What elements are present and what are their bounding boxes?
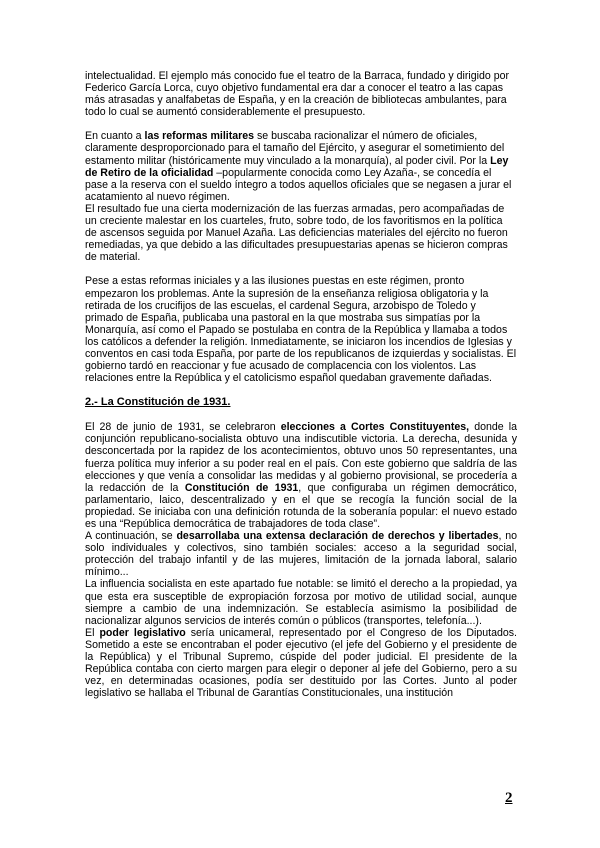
paragraph-legislative-power: El poder legislativo sería unicameral, representado por el Congreso de los Diputados. Sometido a este se encontraban el poder ejecutivo (el jefe del Gobierno y el presidente de la República) y el Tribunal Supremo, cúspide del poder judicial. El presidente de la República contaba con cierto margen para elegir o deponer al jefe del Gobierno, pero a su vez, en determinadas ocasiones, podía ser destituido por las Cortes. Junto al poder legislativo se hallaba el Tribunal de Garantías Constitucionales, una institución <box>85 626 517 700</box>
paragraph-socialist-influence: La influencia socialista en este apartado fue notable: se limitó el derecho a la propiedad, ya que esta era susceptible de expropiación forzosa por motivo de utilidad social, aunque siempre a cambio de una indemnización. Se establecía asimismo la posibilidad de nacionalizar algunos servicios de interés común o públicos (transportes, telefonía...). <box>85 578 517 627</box>
paragraph-cultural-reforms: intelectualidad. El ejemplo más conocido fue el teatro de la Barraca, fundado y dirigido por Federico García Lorca, cuyo objetivo fundamental era dar a conocer el teatro a las capas más atrasadas y analfabetas de España, y en la creación de bibliotecas ambulantes, para todo lo cual se aumentó considerablemente el presupuesto. <box>85 70 510 119</box>
section-heading: 2.- La Constitución de 1931. <box>85 396 231 409</box>
paragraph-military-reforms: En cuanto a las reformas militares se buscaba racionalizar el número de oficiales, claramente desproporcionado para el tamaño del Ejército, y asegurar el sometimiento del estamento militar (históricamente muy vinculado a la monarquía), al poder civil. Por la Ley de Retiro de la oficialidad –popularmente conocida como Ley Azaña-, se concedía el pase a la reserva con el sueldo íntegro a todos aquellos oficiales que se negasen a jurar el acatamiento al nuevo régimen. <box>85 130 512 203</box>
paragraph-religious-problems: Pese a estas reformas iniciales y a las ilusiones puestas en este régimen, pronto empezaron los problemas. Ante la supresión de la enseñanza religiosa obligatoria y la retirada de los crucifijos de las escuelas, el cardenal Segura, arzobispo de Toledo y primado de España, publicaba una pastoral en la que mostraba sus simpatías por la Monarquía, así como el Papado se postulaba en contra de la República y llamaba a todos los católicos a defender la religión. Inmediatamente, se iniciaron los incendios de Iglesias y conventos en casi toda España, por parte de los republicanos de izquierdas y socialistas. El gobierno tardó en reaccionar y fue acusado de complacencia con los violentos. Las relaciones entre la República y el catolicismo español quedaban gravemente dañadas. <box>85 275 517 385</box>
paragraph-rights: A continuación, se desarrollaba una extensa declaración de derechos y libertades, no solo individuales y colectivos, sino también sociales: acceso a la seguridad social, protección del trabajo infantil y de las mujeres, limitación de la jornada laboral, salario mínimo... <box>85 530 518 579</box>
document-page <box>85 70 517 699</box>
page-number: 2 <box>505 790 513 806</box>
paragraph-elections: El 28 de junio de 1931, se celebraron elecciones a Cortes Constituyentes, donde la conjunción republicano-socialista obtuvo una indiscutible victoria. La derecha, desunida y desconcertada por la rapidez de los acontecimientos, obtuvo unos 50 representantes, una fuerza política muy inferior a su poder real en el país. Con este gobierno que saldría de las elecciones y que venía a consolidar las medidas y al gobierno provisional, se procedería a la redacción de la Constitución de 1931, que configuraba un régimen democrático, parlamentario, laico, descentralizado y en el que se recogía la función social de la propiedad. Se iniciaba con una definición rotunda de la soberanía popular: el nuevo estado es una “República democrática de trabajadores de toda clase”. <box>85 421 517 530</box>
paragraph-military-result: El resultado fue una cierta modernización de las fuerzas armadas, pero acompañadas de un creciente malestar en los cuarteles, fruto, sobre todo, de los favoritismos en la política de ascensos seguida por Manuel Azaña. Las deficiencias materiales del ejército no fueron remediadas, ya que debido a las dificultades presupuestarias apenas se hicieron compras de material. <box>85 202 508 264</box>
